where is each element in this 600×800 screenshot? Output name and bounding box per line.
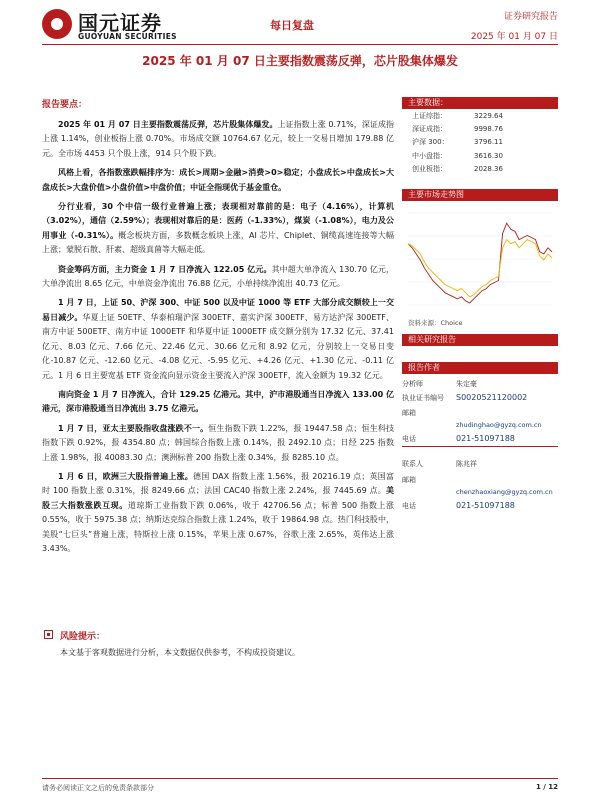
paragraph-2: 风格上看，各指数涨跌幅排序为：成长>周期>金融>消费>0>稳定；小盘成长>中盘成长>大盘成长>大盘价值>小盘价值>中盘价值；中证全指现优于基金重仓。 [42, 168, 394, 192]
index-row: 上证综指： 3229.64 [412, 112, 503, 120]
chart-source: 资料来源：Choice [408, 319, 463, 327]
analyst-phone: 021-51097188 [456, 434, 515, 443]
index-row: 创业板指： 2028.36 [412, 164, 503, 173]
contact-label: 联系人 [402, 460, 423, 468]
market-trend-chart [402, 205, 558, 315]
paragraph-3: 分行业看，30 个中信一级行业普遍上涨；表现相对靠前的是：电子（4.16%），计算机（3.02%），通信（2.59%）；表现相对靠后的是：医药（-1.33%），煤炭（-1.08%），电力及公用事业（-0.31%）。概念板块方面，多数概念板块上涨，AI 芯片、Chiplet、铜缆高速连接等大幅上涨；蒙脱石散、肝素、超级真菌等大幅走低。 [42, 202, 394, 255]
footer-divider [42, 778, 558, 779]
key-data-table [402, 110, 558, 176]
phone-label: 电话 [402, 435, 416, 443]
authors-header: 报告作者 [402, 362, 558, 374]
report-type: 每日复盘 [270, 19, 314, 32]
authors-divider [402, 446, 558, 447]
license-number: S0020521120002 [456, 393, 528, 402]
contact-phone: 021-51097188 [456, 501, 515, 510]
page-number: 1 / 12 [535, 783, 558, 791]
report-category: 证券研究报告 [503, 12, 558, 22]
paragraph-6: 南向资金 1 月 7 日净流入，合计 129.25 亿港元。其中，沪市港股通当日净流入 133.00 亿港元，深市港股通当日净流出 3.75 亿港元。 [42, 389, 394, 414]
chart-series-line-1 [408, 223, 552, 303]
email-label: 邮箱 [402, 409, 416, 417]
report-body [42, 118, 394, 561]
key-data-header: 主要数据： [402, 97, 558, 109]
logo-emblem-icon [42, 9, 72, 39]
contact-phone-label: 电话 [402, 502, 416, 510]
page-title: 2025 年 01 月 07 日主要指数震荡反弹，芯片股集体爆发 [142, 54, 458, 68]
contact-name: 陈兆祥 [456, 460, 477, 468]
analyst-name: 朱定豪 [456, 380, 477, 388]
logo-chinese-name: 国元证券 [78, 11, 162, 35]
paragraph-7: 1 月 7 日，亚太主要股指收盘涨跌不一。恒生指数下跌 1.22%，报 19447.58 点；恒生科技指数下跌 0.92%，报 4354.80 点；韩国综合指数上涨 0.14%，报 2492.10 点；日经 225 指数上涨 1.98%，报 40083.30 点；澳洲标普 200 指数上涨 0.34%，报 8285.10 点。 [42, 423, 394, 462]
paragraph-4: 资金筹码方面，主力资金 1 月 7 日净流入 122.05 亿元。其中超大单净流入 130.70 亿元，大单净流出 8.65 亿元，中单资金净流出 76.88 亿元，小单持续净流出 40.73 亿元。 [42, 264, 395, 289]
section-label: 报告要点： [42, 100, 88, 110]
paragraph-8: 1 月 6 日，欧洲三大股指普遍上涨。德国 DAX 指数上涨 1.56%，报 20216.19 点；英国富时 100 指数上涨 0.31%，报 8249.66 点；法国 CAC40 指数上涨 2.24%，报 7445.69 点。美股三大指数涨跌互现。道琼斯工业指数下跌 0.06%，收于 42706.56 点；标普 500 指数上涨 0.55%，收于 5975.38 点；纳斯达克综合指数上涨 1.24%，收于 19864.98 点。热门科技股中，美股“七巨头”普遍上涨，特斯拉上涨 0.15%，苹果上涨 0.67%，谷歌上涨 2.65%，英伟达上涨 3.43%。 [42, 471, 394, 553]
paragraph-5: 1 月 7 日，上证 50、沪深 300、中证 500 以及中证 1000 等 ETF 大部分成交额较上一交易日减少。华夏上证 50ETF、华泰柏瑞沪深 300ETF、嘉实沪深 300ETF、易方达沪深 300ETF、南方中证 500ETF、南方中证 1000ETF 和华夏中证 1000ETF 成交额分别为 17.32 亿元、37.41 亿元、8.03 亿元、7.66 亿元、22.46 亿元、30.66 亿元和 8.92 亿元，分别较上一交易日变化-10.87 亿元、-12.60 亿元、-4.08 亿元、-5.95 亿元、+4.26 亿元、+1.30 亿元、-0.11 亿元。1 月 6 日主要宽基 ETF 资金流向显示资金主要流入沪深 300ETF，流入金额为 19.32 亿元。 [42, 298, 394, 380]
index-row: 深证成指： 9998.76 [412, 125, 503, 134]
contact-email-link[interactable]: chenzhaoxiang@gyzq.com.cn [456, 488, 553, 496]
footer-disclaimer: 请务必阅读正文之后的免责条款部分 [42, 784, 154, 792]
chart-header: 主要市场走势图 [402, 189, 558, 201]
index-row: 中小盘指： 3616.30 [412, 151, 503, 160]
company-logo [42, 6, 212, 42]
contact-email-label: 邮箱 [402, 476, 416, 484]
chart-series-line-2 [408, 240, 552, 297]
risk-text: 本文基于客观数据进行分析，本文数据仅供参考，不构成投资建议。 [60, 648, 300, 657]
analyst-email-link[interactable]: zhudinghao@gyzq.com.cn [456, 421, 542, 429]
header-divider [42, 44, 558, 45]
related-reports-header: 相关研究报告 [402, 334, 558, 346]
license-label: 执业证书编号 [402, 394, 444, 402]
paragraph-1: 2025 年 01 月 07 日主要指数震荡反弹，芯片股集体爆发。上证指数上涨 0.71%，深证成指上涨 1.14%，创业板指上涨 0.70%。市场成交额 10764.67 亿元，较上一交易日增加 179.88 亿元。全市场 4453 只个股上涨，914 只个股下跌。 [42, 120, 394, 158]
index-row: 沪深 300： 3796.11 [412, 138, 503, 147]
report-date: 2025 年 01 月 07 日 [470, 32, 558, 42]
analyst-label: 分析师 [402, 380, 423, 388]
risk-warning-icon [44, 630, 53, 639]
risk-title: 风险提示： [60, 632, 106, 642]
market-trend-chart-svg [402, 205, 558, 315]
logo-english-name: GUOYUAN SECURITIES [78, 32, 177, 41]
